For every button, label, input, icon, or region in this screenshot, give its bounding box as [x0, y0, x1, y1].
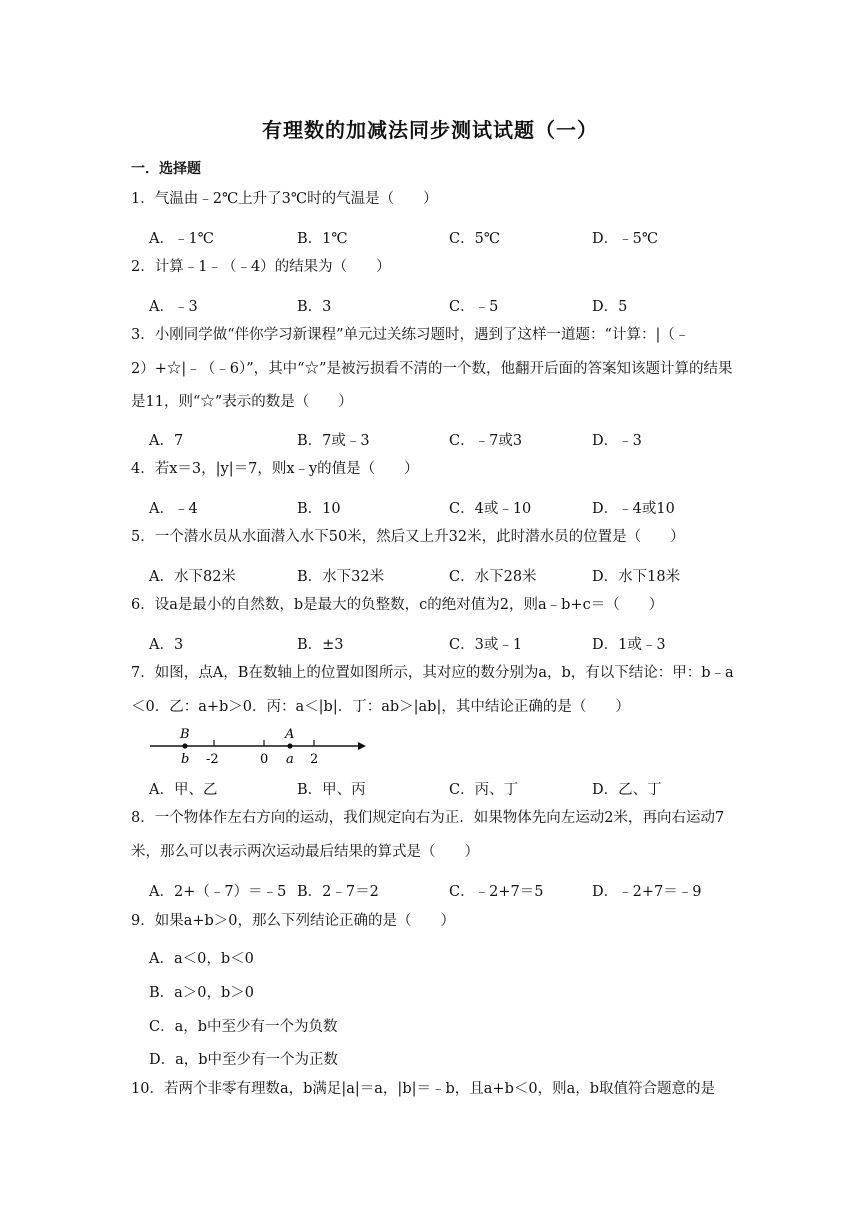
label-b: b — [181, 752, 190, 767]
option-d[interactable]: D．乙、丁 — [592, 782, 662, 798]
option-b[interactable]: B．甲、丙 — [297, 782, 366, 798]
option-a[interactable]: A．水下82米 — [149, 569, 236, 585]
page-title: 有理数的加减法同步测试试题（一） — [262, 118, 598, 142]
option-b[interactable]: B．10 — [297, 501, 341, 517]
option-b[interactable]: B．1℃ — [297, 231, 348, 247]
option-d[interactable]: D．a，b中至少有一个为正数 — [149, 1052, 339, 1068]
option-d[interactable]: D．水下18米 — [592, 569, 681, 585]
option-a[interactable]: A．﹣3 — [149, 299, 198, 315]
option-d[interactable]: D．﹣5℃ — [592, 231, 659, 247]
options-1 — [149, 227, 749, 249]
option-c[interactable]: C．a，b中至少有一个为负数 — [149, 1019, 338, 1035]
label-2: 2 — [310, 752, 319, 767]
option-c[interactable]: C．5℃ — [449, 231, 501, 247]
option-b[interactable]: B．水下32米 — [297, 569, 385, 585]
option-a[interactable]: A．7 — [149, 433, 184, 449]
options-5 — [149, 565, 749, 587]
question-2: 2．计算﹣1﹣（﹣4）的结果为（ ） — [131, 259, 391, 275]
option-d[interactable]: D．﹣2+7＝﹣9 — [592, 884, 702, 900]
option-c[interactable]: C．水下28米 — [449, 569, 537, 585]
point-b — [182, 743, 187, 748]
option-c[interactable]: C．丙、丁 — [449, 782, 519, 798]
question-1: 1．气温由﹣2℃上升了3℃时的气温是（ ） — [131, 191, 438, 207]
question-10: 10．若两个非零有理数a，b满足|a|＝a，|b|＝﹣b，且a+b＜0，则a，b取值符合题意的是 — [131, 1081, 715, 1097]
option-c[interactable]: C．4或﹣10 — [449, 501, 532, 517]
option-a[interactable]: A．2+（﹣7）＝﹣5 — [149, 884, 287, 900]
option-a[interactable]: A．﹣1℃ — [149, 231, 214, 247]
question-5: 5．一个潜水员从水面潜入水下50米，然后又上升32米，此时潜水员的位置是（ ） — [131, 529, 685, 545]
question-7: 7．如图，点A，B在数轴上的位置如图所示，其对应的数分别为a，b，有以下结论：甲：b﹣a＜0．乙：a+b＞0．丙：a＜|b|．丁：ab＞|ab|，其中结论正确的是（ ） — [131, 665, 734, 715]
option-d[interactable]: D．5 — [592, 299, 628, 315]
option-a[interactable]: A．a＜0，b＜0 — [149, 951, 254, 967]
label-neg2: -2 — [206, 752, 219, 767]
option-c[interactable]: C．3或﹣1 — [449, 637, 523, 653]
option-a[interactable]: A．甲、乙 — [149, 782, 218, 798]
option-b[interactable]: B．3 — [297, 299, 332, 315]
label-B: B — [180, 727, 190, 742]
option-c[interactable]: C．﹣7或3 — [449, 433, 523, 449]
arrow-head-icon — [358, 742, 366, 750]
options-7 — [149, 778, 749, 800]
option-a[interactable]: A．﹣4 — [149, 501, 198, 517]
number-line-figure — [150, 726, 370, 768]
label-A: A — [285, 727, 295, 742]
question-8: 8．一个物体作左右方向的运动，我们规定向右为正．如果物体先向左运动2米，再向右运动7米，那么可以表示两次运动最后结果的算式是（ ） — [131, 810, 725, 860]
option-d[interactable]: D．﹣3 — [592, 433, 642, 449]
option-d[interactable]: D．﹣4或10 — [592, 501, 675, 517]
label-0: 0 — [260, 752, 269, 767]
option-c[interactable]: C．﹣2+7＝5 — [449, 884, 544, 900]
question-6: 6．设a是最小的自然数，b是最大的负整数，c的绝对值为2，则a﹣b+c＝（ ） — [131, 597, 664, 613]
point-a — [287, 743, 292, 748]
options-3 — [149, 429, 749, 451]
question-4: 4．若x＝3，|y|＝7，则x﹣y的值是（ ） — [131, 461, 419, 477]
option-d[interactable]: D．1或﹣3 — [592, 637, 666, 653]
option-c[interactable]: C．﹣5 — [449, 299, 499, 315]
option-b[interactable]: B．a＞0，b＞0 — [149, 985, 255, 1001]
option-b[interactable]: B．7或﹣3 — [297, 433, 370, 449]
question-9: 9．如果a+b＞0，那么下列结论正确的是（ ） — [131, 913, 456, 929]
section-heading: 一．选择题 — [131, 161, 201, 177]
option-b[interactable]: B．±3 — [297, 637, 344, 653]
options-2 — [149, 295, 749, 317]
options-8 — [149, 880, 749, 902]
options-6 — [149, 633, 749, 655]
question-3: 3．小刚同学做“伴你学习新课程”单元过关练习题时，遇到了这样一道题：“计算：|（﹣2）+☆|﹣（﹣6）”，其中“☆”是被污损看不清的一个数，他翻开后面的答案知该题计算的结果是11，则“☆”表示的数是（ ） — [131, 327, 733, 410]
option-a[interactable]: A．3 — [149, 637, 184, 653]
option-b[interactable]: B．2﹣7＝2 — [297, 884, 379, 900]
options-4 — [149, 497, 749, 519]
label-a: a — [286, 752, 294, 767]
